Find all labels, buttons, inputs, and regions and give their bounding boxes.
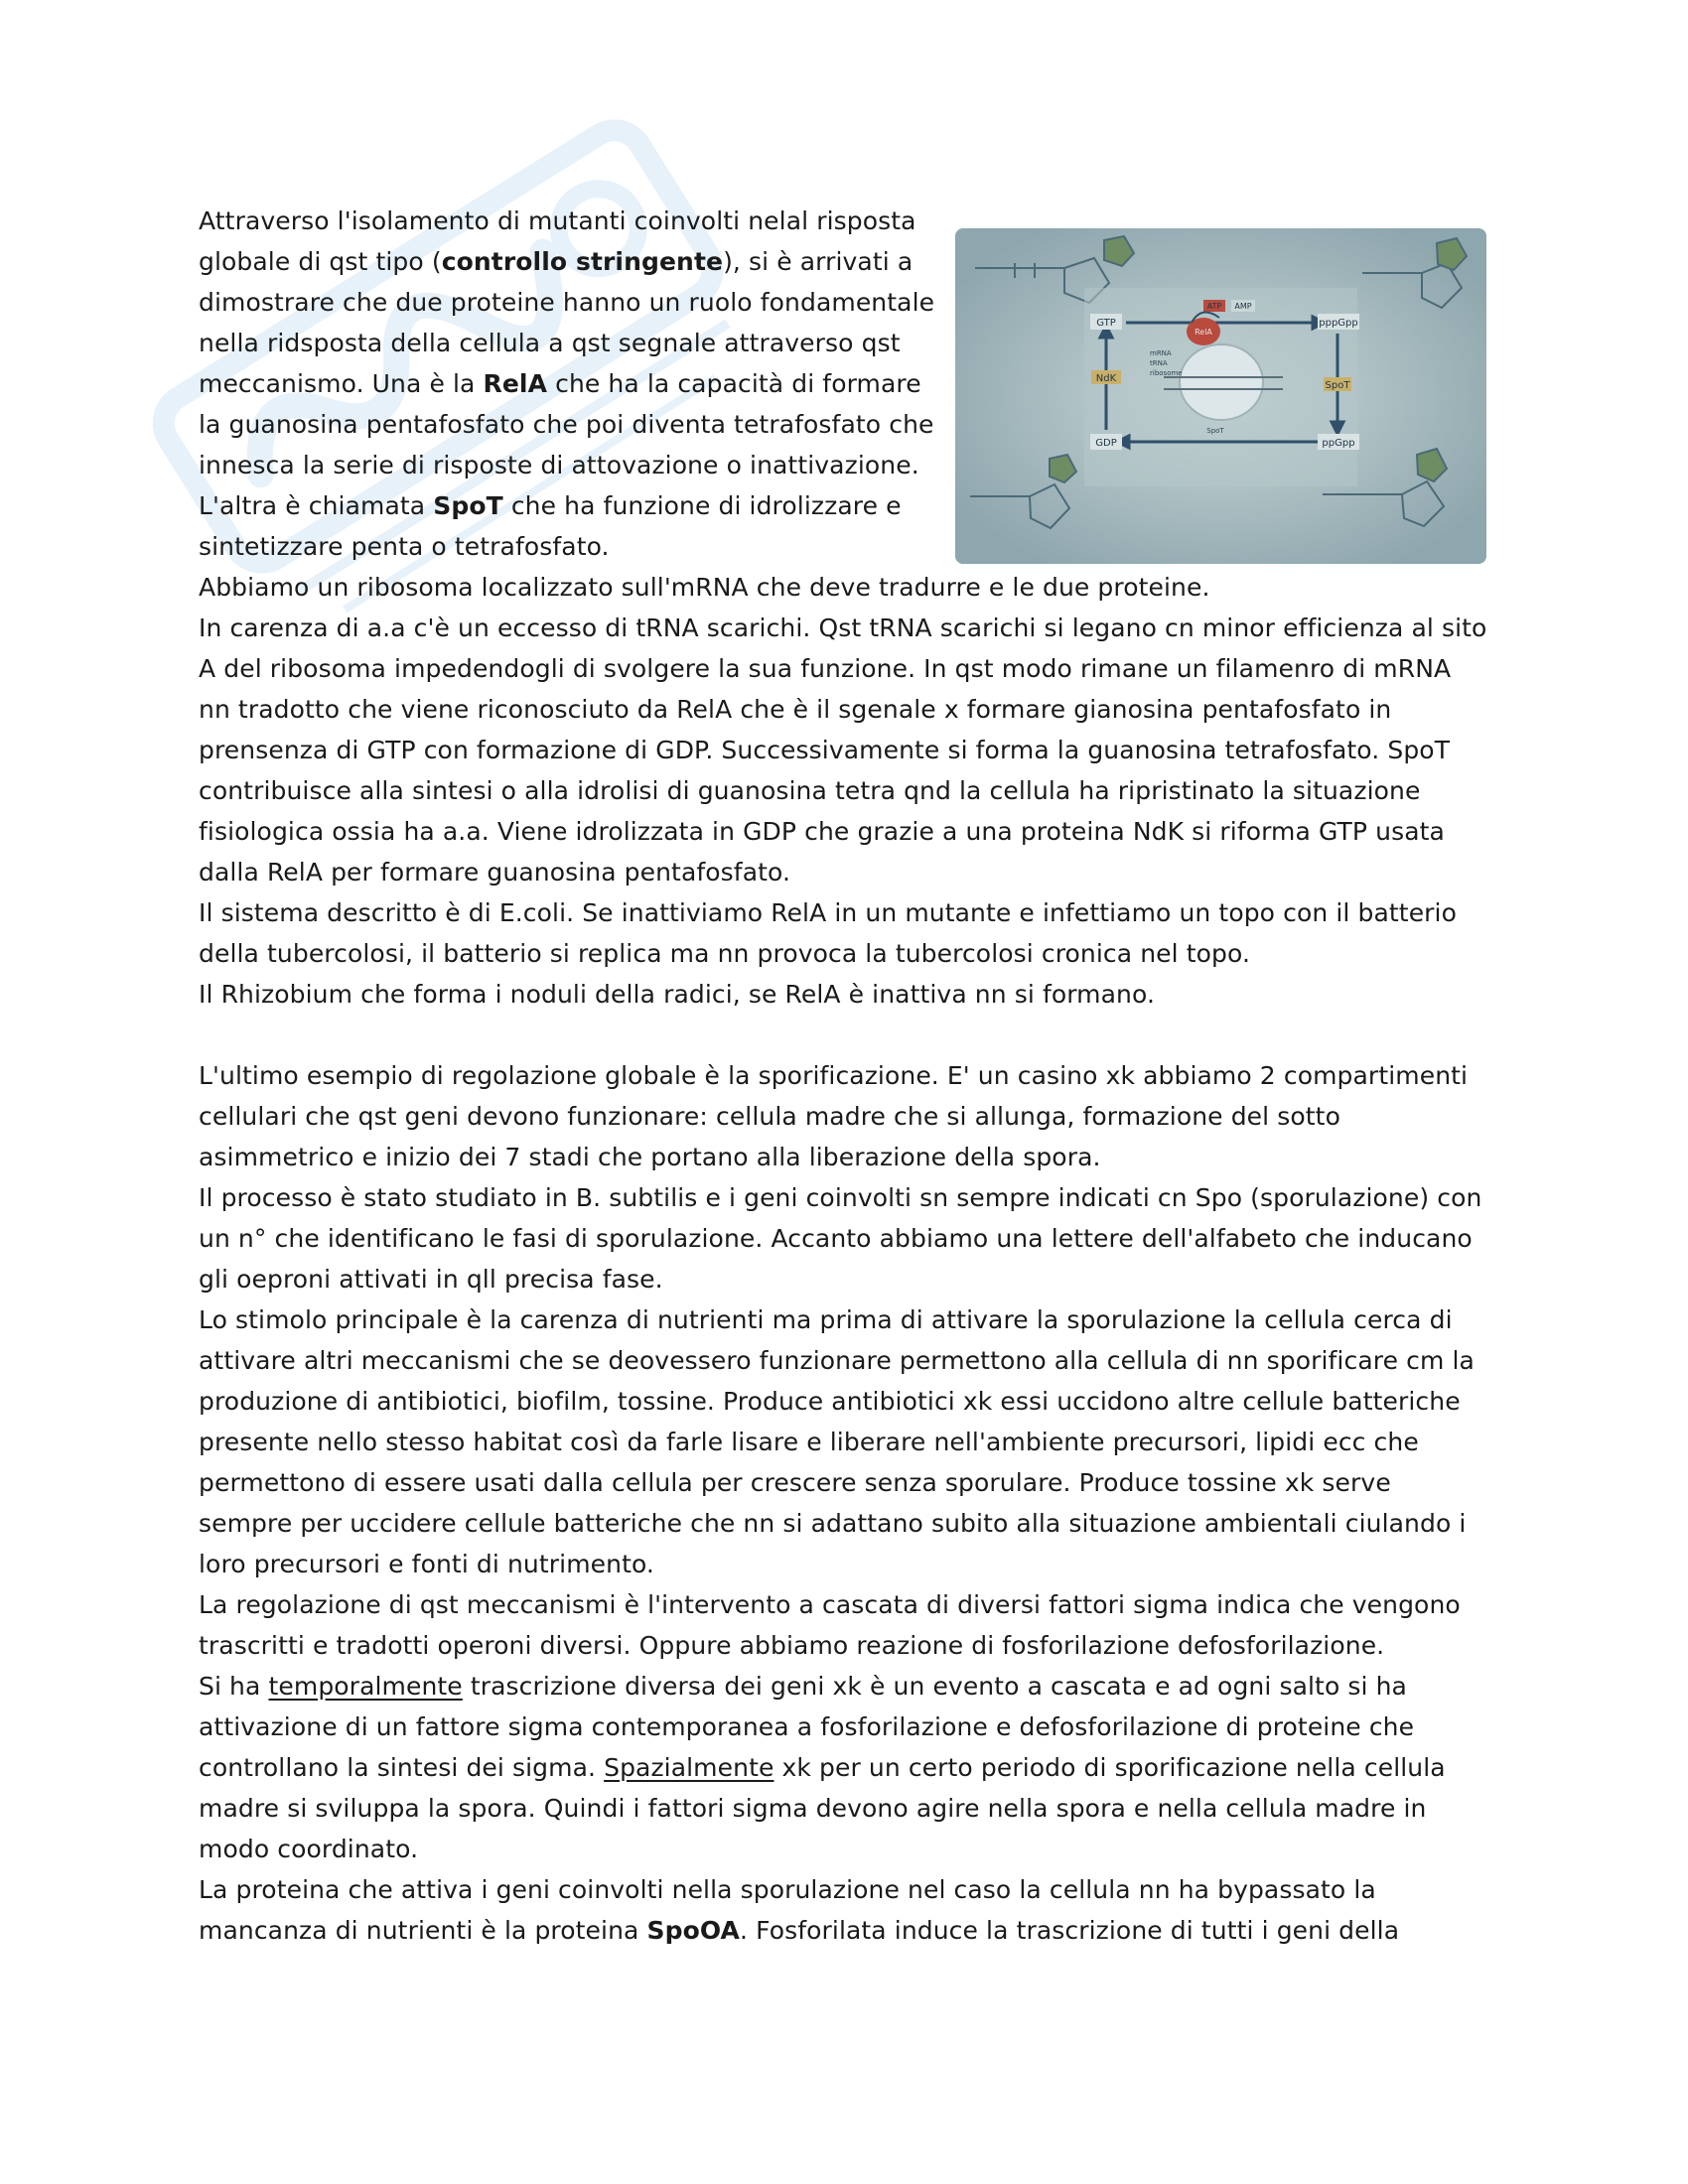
- term-spot: SpoT: [433, 491, 503, 520]
- term-controllo-stringente: controllo stringente: [441, 247, 724, 276]
- label-amp: AMP: [1234, 302, 1252, 311]
- label-rela: RelA: [1195, 328, 1212, 337]
- label-ribosome: ribosome: [1150, 369, 1183, 377]
- paragraph-gap: [199, 1015, 1489, 1055]
- paragraph-regolazione: La regolazione di qst meccanismi è l'intervento a cascata di diversi fattori sigma indica che vengono trascritti e tradotti operoni diversi. Oppure abbiamo reazione di fosforilazione defosforilazione.: [199, 1590, 1461, 1660]
- label-mrna: mRNA: [1150, 349, 1172, 357]
- paragraph-ecoli: Il sistema descritto è di E.coli. Se inattiviamo RelA in un mutante e infettiamo un topo con il batterio della tubercolosi, il batterio si replica ma nn provoca la tubercolosi cronica nel topo.: [199, 898, 1457, 968]
- term-temporalmente: temporalmente: [268, 1672, 463, 1701]
- term-spazialmente: Spazialmente: [604, 1753, 774, 1782]
- paragraph-ribosome: Abbiamo un ribosoma localizzato sull'mRNA che deve tradurre e le due proteine.: [199, 573, 1210, 602]
- label-gtp: GTP: [1096, 318, 1116, 329]
- paragraph-temporale-spaziale: Si ha temporalmente trascrizione diversa dei geni xk è un evento a cascata e ad ogni salto si ha attivazione di un fattore sigma contemporanea a fosforilazione e defosforilazione di proteine che controllano la sintesi dei sigma. Spazialmente xk per un certo periodo di sporificazione nella cellula madre si sviluppa la spora. Quindi i fattori sigma devono agire nella spora e nella cellula madre in modo coordinato.: [199, 1672, 1446, 1863]
- document-body: [199, 201, 1489, 1951]
- label-ppgpp: ppGpp: [1322, 438, 1355, 449]
- paragraph-trna: In carenza di a.a c'è un eccesso di tRNA scarichi. Qst tRNA scarichi si legano cn minor efficienza al sito A del ribosoma impedendogli di svolgere la sua funzione. In qst modo rimane un filamenro di mRNA nn tradotto che viene riconosciuto da RelA che è il sgenale x formare gianosina pentafosfato in prensenza di GTP con formazione di GDP. Successivamente si forma la guanosina tetrafosfato. SpoT contribuisce alla sintesi o alla idrolisi di guanosina tetra qnd la cellula ha ripristinato la situazione fisiologica ossia ha a.a. Viene idrolizzata in GDP che grazie a una proteina NdK si riforma GTP usata dalla RelA per formare guanosina pentafosfato.: [199, 614, 1487, 887]
- paragraph-rhizobium: Il Rhizobium che forma i noduli della radici, se RelA è inattiva nn si formano.: [199, 980, 1156, 1009]
- label-spot: SpoT: [1206, 427, 1224, 435]
- label-ndk: NdK: [1095, 373, 1117, 384]
- label-atp: ATP: [1206, 302, 1222, 311]
- paragraph-intro: Attraverso l'isolamento di mutanti coinvolti nelal risposta globale di qst tipo (controllo stringente), si è arrivati a dimostrare che due proteine hanno un ruolo fondamentale nella ridsposta della cellula a qst segnale attraverso qst meccanismo. Una è la RelA che ha la capacità di formare la guanosina pentafosfato che poi diventa tetrafosfato che innesca la serie di risposte di attovazione o inattivazione. L'altra è chiamata SpoT che ha funzione di idrolizzare e sintetizzare penta o tetrafosfato.: [199, 206, 935, 561]
- label-gdp: GDP: [1095, 438, 1117, 449]
- paragraph-sporificazione: L'ultimo esempio di regolazione globale è la sporificazione. E' un casino xk abbiamo 2 compartimenti cellulari che qst geni devono funzionare: cellula madre che si allunga, formazione del sotto asimmetrico e inizio dei 7 stadi che portano alla liberazione della spora.: [199, 1061, 1469, 1171]
- paragraph-bsubtilis: Il processo è stato studiato in B. subtilis e i geni coinvolti sn sempre indicati cn Spo (sporulazione) con un n° che identificano le fasi di sporulazione. Accanto abbiamo una lettere dell'alfabeto che inducano gli oeproni attivati in qll precisa fase.: [199, 1183, 1482, 1294]
- paragraph-spo0a: La proteina che attiva i geni coinvolti nella sporulazione nel caso la cellula nn ha bypassato la mancanza di nutrienti è la proteina SpoOA. Fosforilata induce la trascrizione di tutti i geni della: [199, 1875, 1400, 1945]
- label-trna: tRNA: [1150, 359, 1168, 367]
- label-pppgpp: pppGpp: [1319, 318, 1358, 329]
- term-rela: RelA: [483, 369, 548, 398]
- term-spo0a: SpoOA: [646, 1916, 741, 1945]
- paragraph-stimolo: Lo stimolo principale è la carenza di nutrienti ma prima di attivare la sporulazione la cellula cerca di attivare altri meccanismi che se deovessero funzionare permettono alla cellula di nn sporificare cm la produzione di antibiotici, biofilm, tossine. Produce antibiotici xk essi uccidono altre cellule batteriche presente nello stesso habitat così da farle lisare e liberare nell'ambiente precursori, lipidi ecc che permettono di essere usati dalla cellula per crescere senza sporulare. Produce tossine xk serve sempre per uccidere cellule batteriche che nn si adattano subito alla situazione ambientali ciulando i loro precursori e fonti di nutrimento.: [199, 1305, 1475, 1578]
- label-spot-box: SpoT: [1325, 380, 1350, 391]
